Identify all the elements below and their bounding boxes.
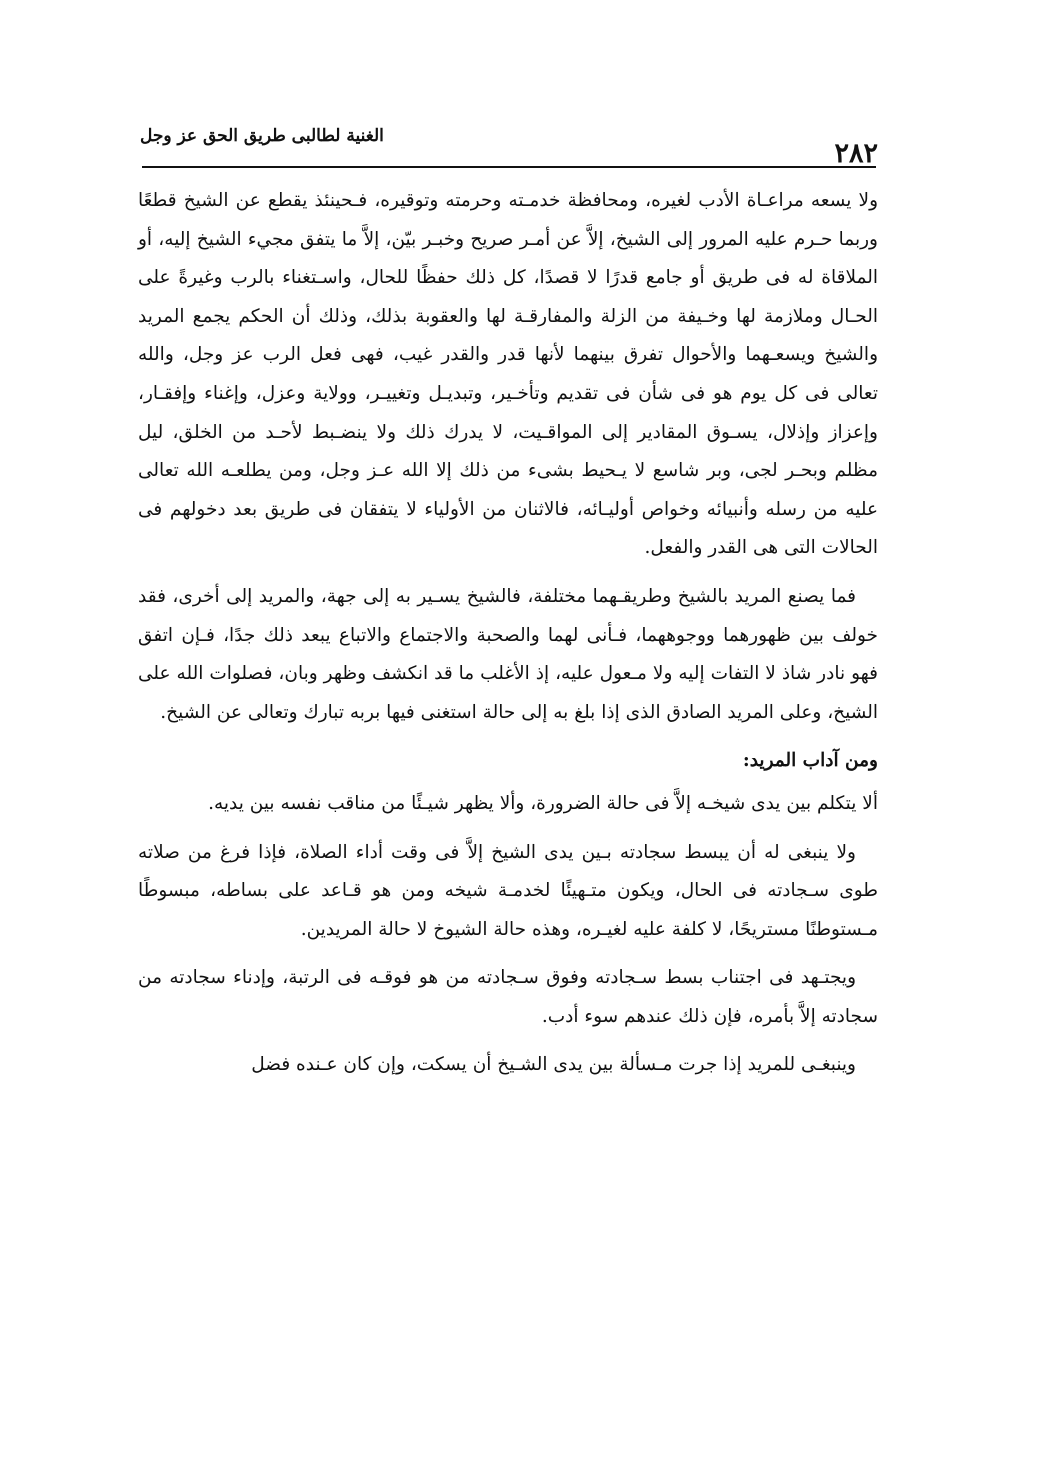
paragraph: ويجتـهد فى اجتناب بسط سـجادته وفوق سـجادته من هو فوقـه فى الرتبة، وإدناء سجادته من سجادته إلاَّ بأمره، فإن ذلك عندهم سوء أدب. bbox=[138, 967, 878, 1027]
paragraph: ألا يتكلم بين يدى شيخـه إلاَّ فى حالة الضرورة، وألا يظهر شيـئًا من مناقب نفسه بين يديه. bbox=[208, 792, 878, 814]
paragraph-continuation: ولا يسعه مراعـاة الأدب لغيره، ومحافظة خدمـته وحرمته وتوقيره، فـحينئذ يقطع عن الشيخ قطعًا وربما حـرم عليه المرور إلى الشيخ، إلاَّ عن أمـر صريح وخبـر بيّن، إلاَّ ما يتفق مجيء الشيخ إليه، أو الملاقاة له فى طريق أو جامع قدرًا لا قصدًا، كل ذلك حفظًا للحال، واسـتغناء بالرب وغيرةً على الحـال وملازمة لها وخـيفة من الزلة والمفارقـة لها والعقوبة بذلك، وذلك أن الحكم يجمع المريد والشيخ ويسعـهما والأحوال تفرق بينهما لأنها قدر والقدر غيب، فهى فعل الرب عز وجل، والله تعالى فى كل يوم هو فى شأن فى تقديم وتأخـير، وتبديـل وتغييـر، وولاية وعزل، وإغناء وإفقـار، وإعزاز وإذلال، يسـوق المقادير إلى المواقـيت، لا يدرك ذلك ولا ينضـبط لأحـد من الخلق، ليل مظلم وبحـر لجى، وبر شاسع لا يـحيط بشىء من ذلك إلا الله عـز وجل، ومن يطلعـه الله تعالى عليه من رسله وأنبيائه وخواص أوليـائه، فالاثنان من الأولياء لا يتفقان فى طريق بعد دخولهم فى الحالات التى هى القدر والفعل. bbox=[138, 190, 878, 559]
paragraph: فما يصنع المريد بالشيخ وطريقـهما مختلفة، فالشيخ يسـير به إلى جهة، والمريد إلى أخرى، فقد خولف بين ظهورهما ووجوههما، فـأنى لهما والصحبة والاجتماع والاتباع يبعد ذلك جدًا، فـإن اتفق فهو نادر شاذ لا التفات إليه ولا مـعول عليه، إذ الأغلب ما قد انكشف وظهر وبان، فصلوات الله على الشيخ، وعلى المريد الصادق الذى إذا بلغ به إلى حالة استغنى فيها بربه تبارك وتعالى عن الشيخ. bbox=[138, 585, 878, 723]
section-heading: ومن آداب المريد: bbox=[742, 750, 878, 772]
paragraph: ولا ينبغى له أن يبسط سجادته بـين يدى الشيخ إلاَّ فى وقت أداء الصلاة، فإذا فرغ من صلاته طوى سـجادته فى الحال، ويكون متـهيئًا لخدمـة شيخه ومن هو قـاعد على بساطه، مبسوطًا مـستوطنًا مستريحًا، لا كلفة عليه لغيـره، وهذه حالة الشيوخ لا حالة المريدين. bbox=[138, 841, 878, 940]
body-text bbox=[138, 182, 878, 1095]
header-divider bbox=[142, 166, 876, 168]
running-title: الغنية لطالبى طريق الحق عز وجل bbox=[140, 126, 384, 146]
paragraph: وينبغـى للمريد إذا جرت مـسألة بين يدى الشـيخ أن يسكت، وإن كان عـنده فضل bbox=[251, 1054, 856, 1076]
page-number: ٢٨٢ bbox=[834, 138, 878, 169]
page-header bbox=[140, 120, 878, 172]
